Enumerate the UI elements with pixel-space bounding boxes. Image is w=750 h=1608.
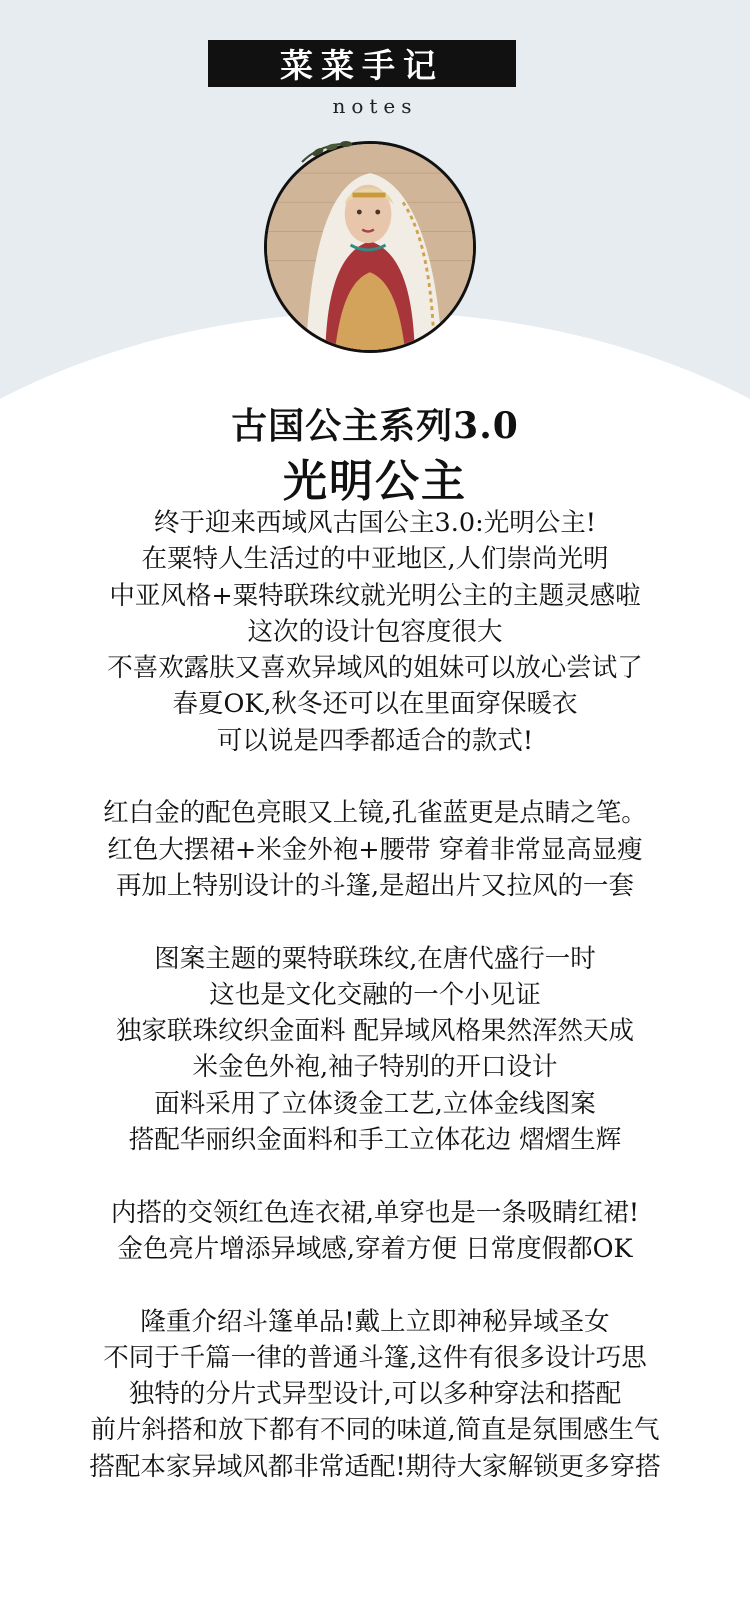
text-line: 中亚风格+粟特联珠纹就光明公主的主题灵感啦	[109, 580, 641, 611]
page-title-line2: 光明公主	[283, 456, 467, 507]
text-line: 搭配本家异域风都非常适配!期待大家解锁更多穿搭	[89, 1451, 661, 1482]
text-line: 这也是文化交融的一个小见证	[209, 979, 541, 1010]
text-line: 内搭的交领红色连衣裙,单穿也是一条吸睛红裙!	[110, 1197, 640, 1228]
text-line: 不喜欢露肤又喜欢异域风的姐妹可以放心尝试了	[107, 653, 643, 684]
text-line: 这次的设计包容度很大	[247, 616, 503, 647]
leaf-decoration-icon	[300, 140, 360, 164]
text-line: 米金色外袍,袖子特别的开口设计	[192, 1052, 558, 1083]
text-line: 前片斜搭和放下都有不同的味道,简直是氛围感生气	[90, 1415, 660, 1446]
text-line: 隆重介绍斗篷单品!戴上立即神秘异域圣女	[140, 1306, 610, 1337]
text-line: 不同于千篇一律的普通斗篷,这件有很多设计巧思	[103, 1342, 647, 1373]
text-line: 春夏OK,秋冬还可以在里面穿保暖衣	[172, 689, 578, 720]
text-line: 搭配华丽织金面料和手工立体花边 熠熠生辉	[128, 1125, 622, 1156]
text-line: 在粟特人生活过的中亚地区,人们崇尚光明	[141, 544, 609, 575]
text-line: 终于迎来西域风古国公主3.0:光明公主!	[154, 508, 596, 538]
text-line: 再加上特别设计的斗篷,是超出片又拉风的一套	[115, 870, 635, 901]
text-line: 图案主题的粟特联珠纹,在唐代盛行一时	[154, 943, 596, 974]
text-line: 面料采用了立体烫金工艺,立体金线图案	[154, 1088, 596, 1119]
blank-line	[0, 759, 750, 795]
text-line: 金色亮片增添异域感,穿着方便 日常度假都OK	[117, 1233, 633, 1264]
page-title-line1: 古国公主系列3.0	[231, 405, 519, 447]
text-line: 红白金的配色亮眼又上镜,孔雀蓝更是点睛之笔。	[103, 798, 647, 829]
text-line: 可以说是四季都适合的款式!	[216, 725, 534, 756]
blank-line	[0, 904, 750, 940]
brand-badge-text: 菜菜手记	[280, 46, 444, 85]
text-line: 红色大摆裙+米金外袍+腰带 穿着非常显高显瘦	[107, 834, 643, 865]
notes-subtitle: notes	[332, 94, 418, 118]
text-line: 独家联珠纹织金面料 配异域风格果然浑然天成	[115, 1016, 635, 1047]
brand-badge	[208, 40, 516, 87]
text-line: 独特的分片式异型设计,可以多种穿法和搭配	[128, 1379, 622, 1410]
avatar	[264, 141, 476, 353]
portrait-photo-icon	[267, 144, 473, 350]
blank-line	[0, 1267, 750, 1303]
blank-line	[0, 1158, 750, 1194]
description-text	[0, 505, 750, 1485]
